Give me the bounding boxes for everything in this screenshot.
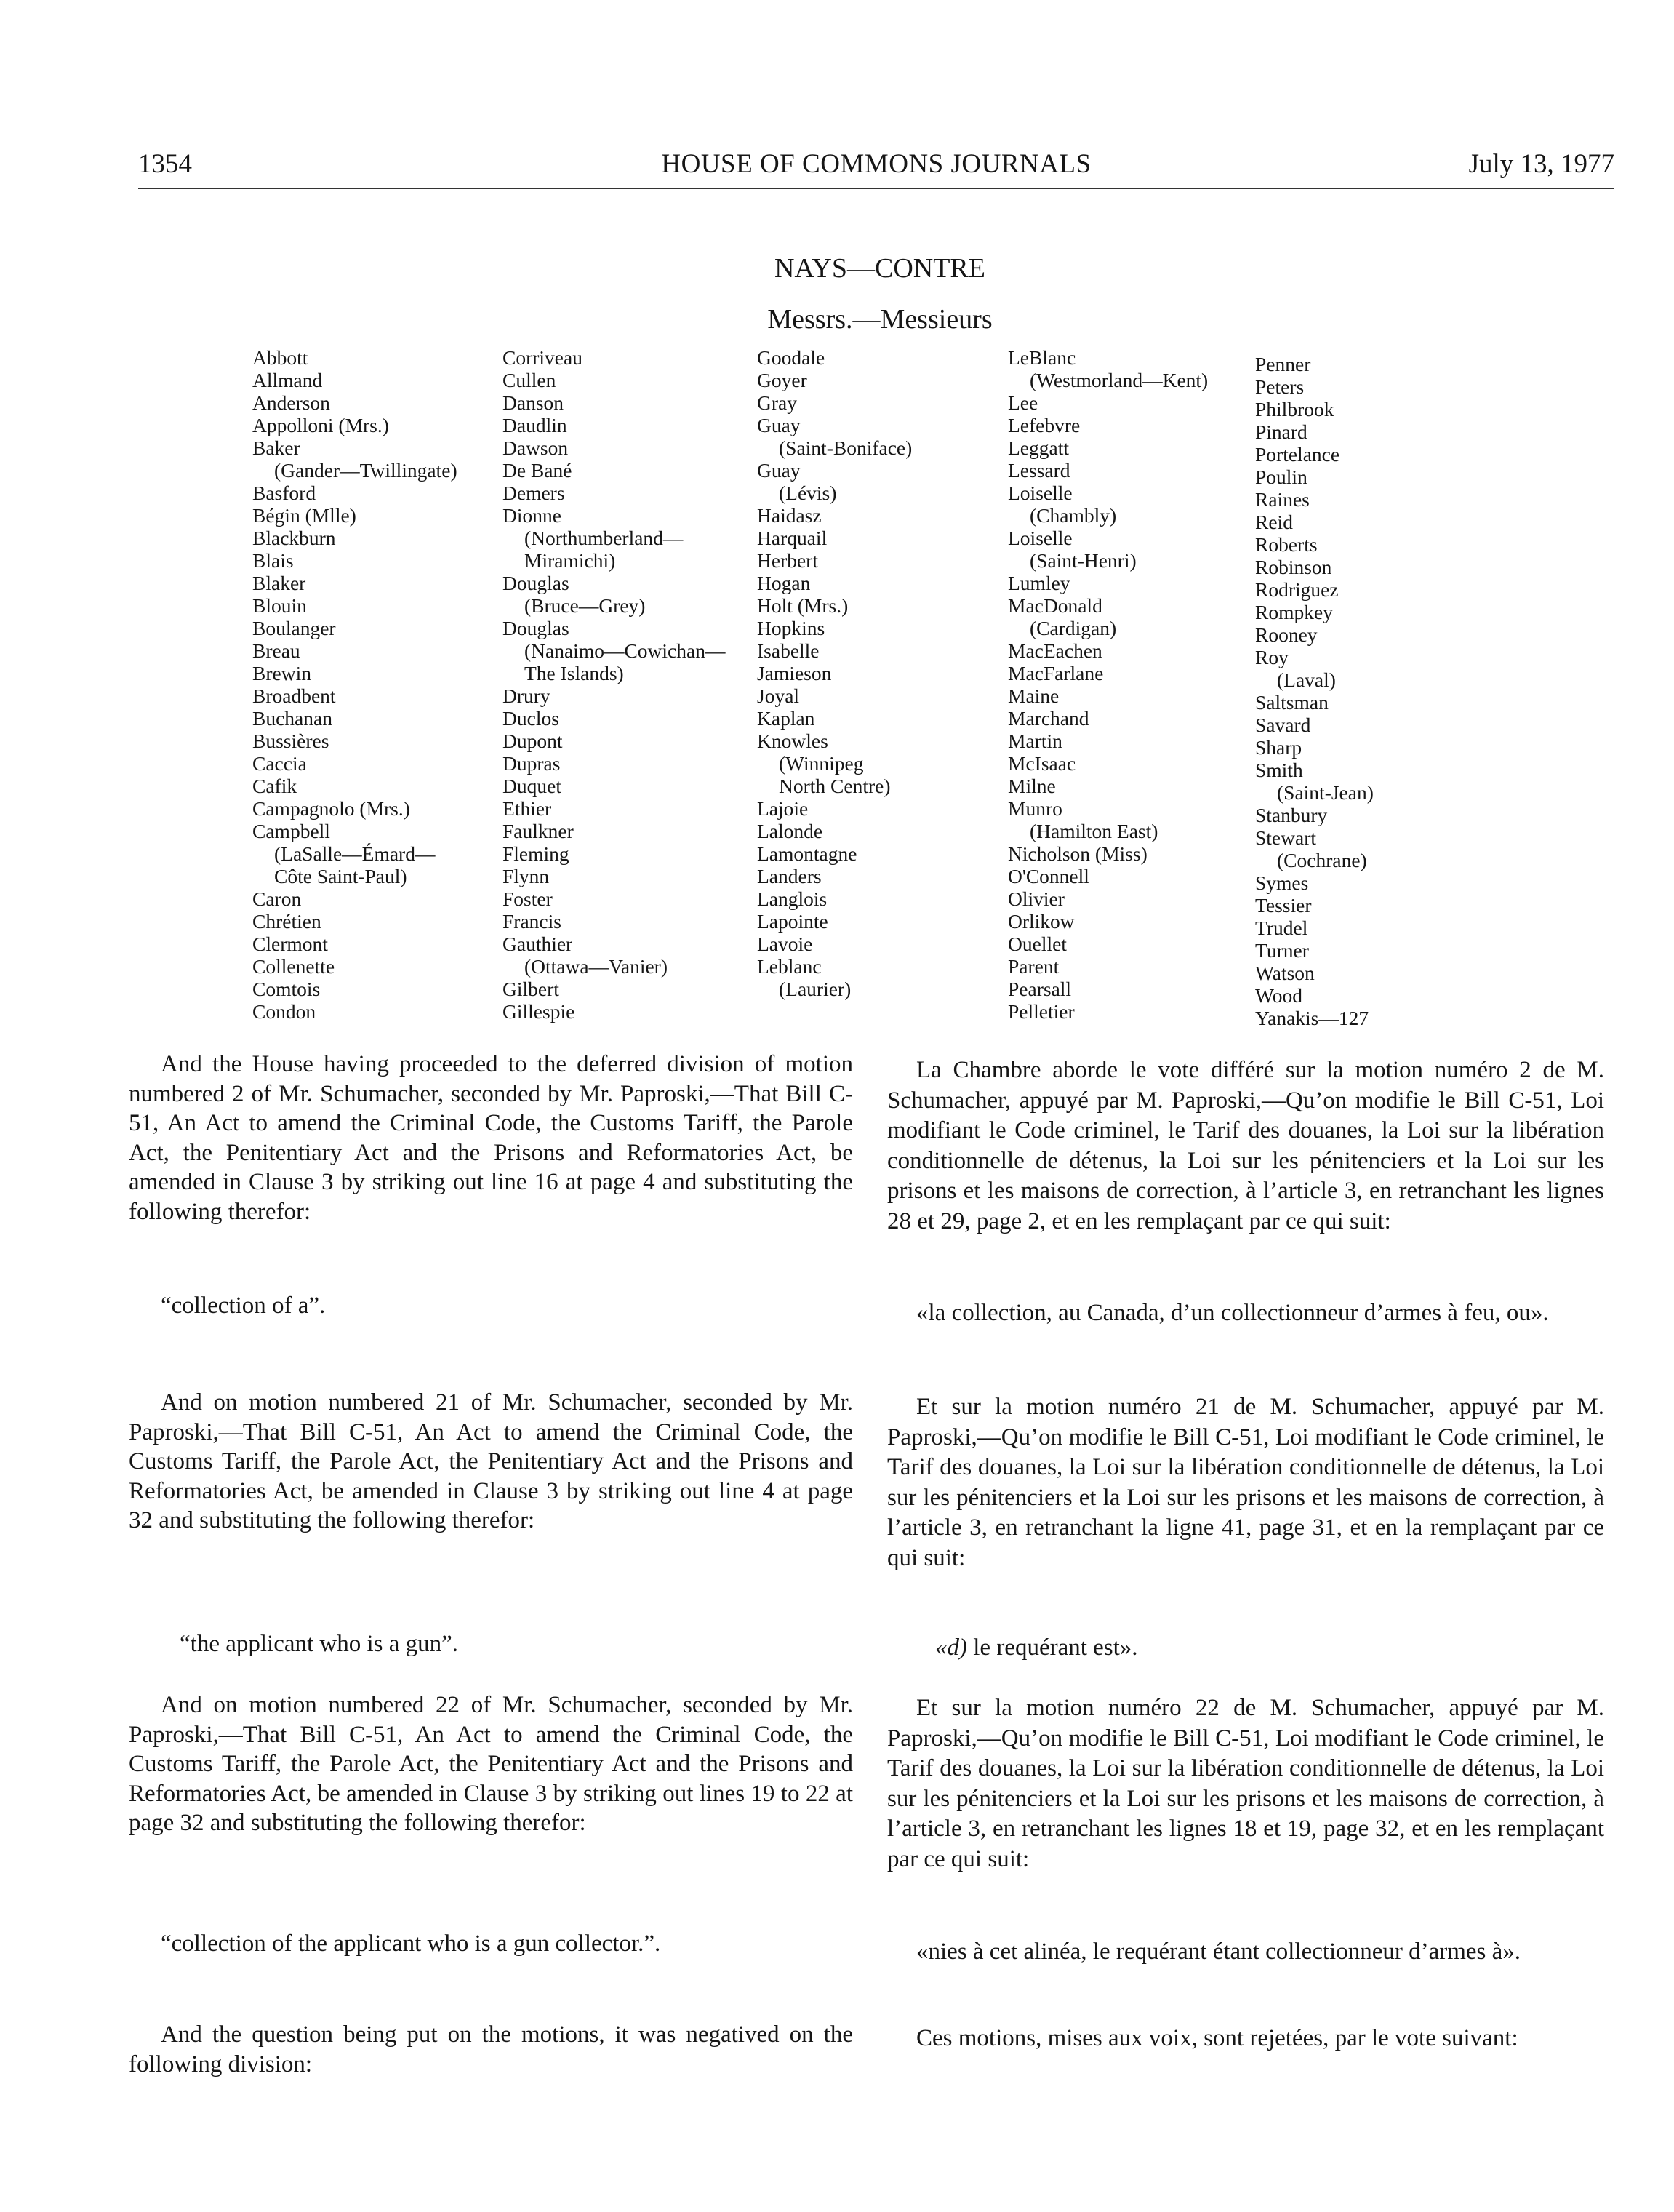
riding-name: (Westmorland—Kent) xyxy=(1030,369,1209,391)
member-name: Breau xyxy=(252,639,300,662)
member-name: Loiselle xyxy=(1008,482,1073,504)
member-name: Tessier xyxy=(1255,894,1312,917)
member-name: Reid xyxy=(1255,511,1293,533)
riding-name: (Saint-Jean) xyxy=(1277,781,1374,804)
riding-name: (Laval) xyxy=(1277,668,1336,691)
member-name: Smith xyxy=(1255,759,1303,781)
member-name: Corriveau xyxy=(502,346,582,369)
member-name: Ethier xyxy=(502,797,552,820)
member-name: Chrétien xyxy=(252,910,321,933)
member-name: Watson xyxy=(1255,962,1315,984)
member-name: Buchanan xyxy=(252,707,332,730)
member-name: Herbert xyxy=(757,549,818,572)
member-name: Daudlin xyxy=(502,414,567,436)
member-name: Raines xyxy=(1255,488,1310,511)
page-number: 1354 xyxy=(138,149,192,179)
member-name: Lessard xyxy=(1008,459,1070,482)
riding-name: (Lévis) xyxy=(779,482,837,504)
member-name: Sharp xyxy=(1255,736,1302,759)
riding-name: (Chambly) xyxy=(1030,504,1117,527)
member-name: Comtois xyxy=(252,978,321,1000)
running-header xyxy=(138,143,1614,189)
english-amendment-3: “collection of the applicant who is a gun collector.”. xyxy=(161,1930,661,1957)
riding-name: (Laurier) xyxy=(779,978,852,1000)
member-name: Loiselle xyxy=(1008,527,1073,549)
member-name: Drury xyxy=(502,684,550,707)
riding-name: Côte Saint-Paul) xyxy=(274,865,407,887)
member-name: Blackburn xyxy=(252,527,336,549)
member-name: Lamontagne xyxy=(757,842,857,865)
member-name: Dupras xyxy=(502,752,561,775)
member-name: Rooney xyxy=(1255,623,1318,646)
member-name: Broadbent xyxy=(252,684,336,707)
english-paragraph-2: And on motion numbered 21 of Mr. Schumacher, seconded by Mr. Paproski,—That Bill C-51, An Act to amend the Criminal Code, the Customs Tariff, the Parole Act, the Penitentiary Act and the Prisons and Reformatories Act, be amended in Clause 3 by striking out line 4 at page 32 and substituting the following therefor: xyxy=(129,1389,853,1533)
member-name: Duclos xyxy=(502,707,559,730)
member-name: Flynn xyxy=(502,865,550,887)
member-name: Orlikow xyxy=(1008,910,1075,933)
member-name: LeBlanc xyxy=(1008,346,1076,369)
member-name: Gray xyxy=(757,391,797,414)
member-name: MacEachen xyxy=(1008,639,1102,662)
member-name: Leggatt xyxy=(1008,436,1069,459)
member-name: Maine xyxy=(1008,684,1060,707)
riding-name: (LaSalle—Émard— xyxy=(274,842,436,865)
member-name: De Bané xyxy=(502,459,572,482)
member-name: Blaker xyxy=(252,572,306,594)
member-name: Joyal xyxy=(757,684,800,707)
member-name: Lajoie xyxy=(757,797,809,820)
english-amendment-1: “collection of a”. xyxy=(161,1293,326,1319)
member-name: Turner xyxy=(1255,939,1309,962)
riding-name: (Gander—Twillingate) xyxy=(274,459,457,482)
french-paragraph-1: La Chambre aborde le vote différé sur la motion numéro 2 de M. Schumacher, appuyé par M. Paproski,—Qu’on modifie le Bill C-51, Loi modifiant le Code criminel, le Tarif des douanes, la Loi sur la libération conditionnelle de détenus, la Loi sur les pénitenciers et la Loi sur les prisons et les maisons de correction, à l’article 3, en retranchant les lignes 28 et 29, page 2, et en les remplaçant par ce qui suit: xyxy=(887,1057,1604,1234)
member-name: Rompkey xyxy=(1255,601,1333,623)
member-name: Saltsman xyxy=(1255,691,1329,714)
member-name: Lee xyxy=(1008,391,1038,414)
riding-name: (Northumberland— xyxy=(524,527,684,549)
names-column-2 xyxy=(502,346,725,1023)
english-paragraph-1: And the House having proceeded to the deferred division of motion numbered 2 of Mr. Schumacher, seconded by Mr. Paproski,—That Bill C-51, An Act to amend the Criminal Code, the Customs Tariff, the Parole Act, the Penitentiary Act and the Prisons and Reformatories Act, be amended in Clause 3 by striking out line 16 at page 4 and substituting the following therefor: xyxy=(129,1051,853,1225)
riding-name: (Cardigan) xyxy=(1030,617,1117,639)
member-name: Lavoie xyxy=(757,933,813,955)
member-name: Lefebvre xyxy=(1008,414,1081,436)
member-name: Pearsall xyxy=(1008,978,1072,1000)
member-name: Caccia xyxy=(252,752,307,775)
member-name: O'Connell xyxy=(1008,865,1089,887)
member-name: Martin xyxy=(1008,730,1062,752)
member-name: Dawson xyxy=(502,436,569,459)
member-name: Cullen xyxy=(502,369,556,391)
member-name: Philbrook xyxy=(1255,398,1334,420)
journal-date: July 13, 1977 xyxy=(1468,149,1614,179)
member-name: Allmand xyxy=(252,369,323,391)
member-name: Milne xyxy=(1008,775,1056,797)
english-paragraph-3: And on motion numbered 22 of Mr. Schumacher, seconded by Mr. Paproski,—That Bill C-51, An Act to amend the Criminal Code, the Customs Tariff, the Parole Act, the Penitentiary Act and the Prisons and Reformatories Act, be amended in Clause 3 by striking out lines 19 to 22 at page 32 and substituting the following therefor: xyxy=(129,1692,853,1836)
member-name: Parent xyxy=(1008,955,1060,978)
member-name: Langlois xyxy=(757,887,828,910)
member-name: Foster xyxy=(502,887,553,910)
french-paragraph-4: Ces motions, mises aux voix, sont rejetées, par le vote suivant: xyxy=(916,2025,1518,2051)
member-name: Haidasz xyxy=(757,504,822,527)
member-name: Kaplan xyxy=(757,707,815,730)
member-name: Goyer xyxy=(757,369,807,391)
member-name: Gillespie xyxy=(502,1000,575,1023)
member-name: Portelance xyxy=(1255,443,1340,466)
member-name: Faulkner xyxy=(502,820,574,842)
riding-name: (Nanaimo—Cowichan— xyxy=(524,639,726,662)
member-name: Olivier xyxy=(1008,887,1065,910)
division-heading: NAYS—CONTRE xyxy=(774,253,985,284)
member-name: Demers xyxy=(502,482,565,504)
journal-title: HOUSE OF COMMONS JOURNALS xyxy=(661,149,1092,179)
member-name: Knowles xyxy=(757,730,828,752)
riding-name: (Cochrane) xyxy=(1277,849,1367,871)
member-name: Blouin xyxy=(252,594,307,617)
member-name: MacDonald xyxy=(1008,594,1102,617)
member-name: Peters xyxy=(1255,375,1305,398)
member-name: Campbell xyxy=(252,820,330,842)
member-name: Danson xyxy=(502,391,564,414)
riding-name: North Centre) xyxy=(779,775,891,797)
member-name: Jamieson xyxy=(757,662,832,684)
member-name: Campagnolo (Mrs.) xyxy=(252,797,410,820)
member-name: Fleming xyxy=(502,842,569,865)
member-name: Gilbert xyxy=(502,978,559,1000)
member-name: Landers xyxy=(757,865,822,887)
riding-name: (Saint-Henri) xyxy=(1030,549,1137,572)
member-name: Lapointe xyxy=(757,910,828,933)
french-amendment-2: «d) le requérant est». xyxy=(935,1634,1138,1661)
member-name: Guay xyxy=(757,459,801,482)
member-name: Douglas xyxy=(502,572,569,594)
french-amendment-1: «la collection, au Canada, d’un collectionneur d’armes à feu, ou». xyxy=(916,1300,1549,1326)
member-name: Leblanc xyxy=(757,955,822,978)
member-name: Gauthier xyxy=(502,933,573,955)
member-name: Francis xyxy=(502,910,561,933)
member-name: Bussières xyxy=(252,730,329,752)
member-name: Wood xyxy=(1255,984,1303,1007)
member-name: Poulin xyxy=(1255,466,1307,488)
member-name: Harquail xyxy=(757,527,828,549)
member-name: Stanbury xyxy=(1255,804,1328,826)
riding-name: (Bruce—Grey) xyxy=(524,594,646,617)
member-name: Hogan xyxy=(757,572,811,594)
riding-name: Miramichi) xyxy=(524,549,616,572)
member-name: Robinson xyxy=(1255,556,1332,578)
member-name: Guay xyxy=(757,414,801,436)
member-name: Pelletier xyxy=(1008,1000,1075,1023)
member-name: Abbott xyxy=(252,346,308,369)
member-name: Nicholson (Miss) xyxy=(1008,842,1148,865)
member-name: Clermont xyxy=(252,933,328,955)
riding-name: (Winnipeg xyxy=(779,752,864,775)
french-paragraph-3: Et sur la motion numéro 22 de M. Schumacher, appuyé par M. Paproski,—Qu’on modifie le Bill C-51, Loi modifiant le Code criminel, le Tarif des douanes, la Loi sur la libération conditionnelle de détenus, la Loi sur les pénitenciers et la Loi sur les prisons et les maisons de correction, à l’article 3, en retranchant les lignes 18 et 19, page 32, et en les remplaçant par ce qui suit: xyxy=(887,1695,1604,1872)
member-name: Bégin (Mlle) xyxy=(252,504,356,527)
member-name: Collenette xyxy=(252,955,335,978)
names-column-4 xyxy=(1008,346,1208,1023)
member-name: Stewart xyxy=(1255,826,1317,849)
member-name: Brewin xyxy=(252,662,311,684)
names-column-5 xyxy=(1255,353,1374,1029)
french-paragraph-2: Et sur la motion numéro 21 de M. Schumacher, appuyé par M. Paproski,—Qu’on modifie le Bill C-51, Loi modifiant le Code criminel, le Tarif des douanes, la Loi sur la libération conditionnelle de détenus, la Loi sur les pénitenciers et la Loi sur les prisons et les maisons de correction, à l’article 3, en retranchant la ligne 41, page 31, et en la remplaçant par ce qui suit: xyxy=(887,1394,1604,1571)
member-name: Lalonde xyxy=(757,820,823,842)
member-name: Marchand xyxy=(1008,707,1089,730)
member-name: Hopkins xyxy=(757,617,825,639)
names-column-3 xyxy=(757,346,912,1000)
member-name: Pinard xyxy=(1255,420,1307,443)
names-column-1 xyxy=(252,346,457,1023)
riding-name: (Ottawa—Vanier) xyxy=(524,955,668,978)
member-name: Roy xyxy=(1255,646,1289,668)
riding-name: The Islands) xyxy=(524,662,624,684)
member-name: Roberts xyxy=(1255,533,1318,556)
member-name: Appolloni (Mrs.) xyxy=(252,414,389,436)
member-name: McIsaac xyxy=(1008,752,1076,775)
member-name: Cafik xyxy=(252,775,297,797)
member-name: Basford xyxy=(252,482,316,504)
english-paragraph-4: And the question being put on the motions, it was negatived on the following division: xyxy=(129,2021,853,2077)
member-name: Baker xyxy=(252,436,300,459)
english-amendment-2: “the applicant who is a gun”. xyxy=(180,1631,459,1657)
member-name: Savard xyxy=(1255,714,1311,736)
member-name: Dupont xyxy=(502,730,563,752)
member-name: Ouellet xyxy=(1008,933,1067,955)
member-name: Munro xyxy=(1008,797,1062,820)
member-name: MacFarlane xyxy=(1008,662,1104,684)
member-name: Symes xyxy=(1255,871,1309,894)
member-name: Condon xyxy=(252,1000,316,1023)
riding-name: (Hamilton East) xyxy=(1030,820,1158,842)
member-name: Rodriguez xyxy=(1255,578,1339,601)
member-name: Dionne xyxy=(502,504,561,527)
member-name: Blais xyxy=(252,549,294,572)
member-name: Boulanger xyxy=(252,617,336,639)
member-name: Holt (Mrs.) xyxy=(757,594,849,617)
division-subheading: Messrs.—Messieurs xyxy=(767,304,993,335)
member-name: Douglas xyxy=(502,617,569,639)
member-name: Penner xyxy=(1255,353,1311,375)
member-name: Caron xyxy=(252,887,302,910)
member-name: Anderson xyxy=(252,391,330,414)
member-name: Goodale xyxy=(757,346,825,369)
riding-name: (Saint-Boniface) xyxy=(779,436,913,459)
french-amendment-3: «nies à cet alinéa, le requérant étant collectionneur d’armes à». xyxy=(916,1939,1521,1965)
member-name: Trudel xyxy=(1255,917,1308,939)
member-name: Lumley xyxy=(1008,572,1070,594)
member-name: Isabelle xyxy=(757,639,820,662)
member-name: Duquet xyxy=(502,775,561,797)
member-name: Yanakis—127 xyxy=(1255,1007,1369,1029)
